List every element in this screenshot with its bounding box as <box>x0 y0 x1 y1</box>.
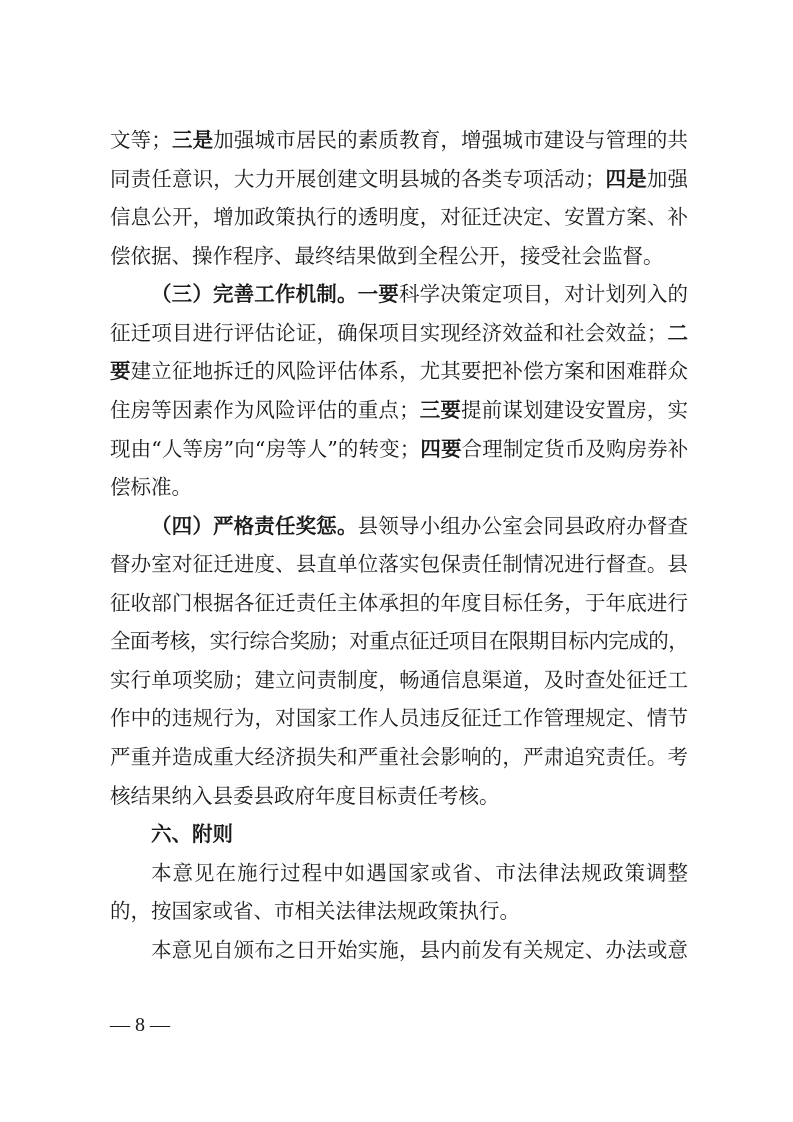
text-line <box>110 198 688 237</box>
line-text: 本意见自颁布之日开始实施，县内前发有关规定、办法或意 <box>151 937 688 962</box>
chapter-heading: 六、附则 <box>151 822 233 847</box>
line-text: 住房等因素作为风险评估的重点； <box>110 397 420 422</box>
paragraph-chapter-heading <box>110 815 688 854</box>
text-line <box>110 545 688 584</box>
emphasis-text: 三要 <box>419 397 462 422</box>
emphasis-text: 要 <box>110 359 131 384</box>
text-line <box>110 777 688 816</box>
text-line <box>110 622 688 661</box>
text-line <box>110 352 688 391</box>
line-text: 征收部门根据各征迁责任主体承担的年度目标任务，于年底进行 <box>110 590 688 615</box>
page-number: — 8 — <box>110 1014 170 1036</box>
text-line <box>110 314 688 353</box>
text-line <box>110 121 688 160</box>
paragraph-provision-1 <box>110 854 688 931</box>
line-text: 县领导小组办公室会同县政府办督查 <box>357 513 689 538</box>
line-text: 偿依据、操作程序、最终结果做到全程公开，接受社会监督。 <box>110 243 664 268</box>
text-line <box>110 931 688 970</box>
emphasis-text: 一要 <box>357 282 399 307</box>
text-line <box>110 699 688 738</box>
text-line <box>110 430 688 469</box>
text-line <box>110 507 688 546</box>
text-line <box>110 468 688 507</box>
section-heading: （三）完善工作机制。 <box>151 282 358 307</box>
line-text: 建立征地拆迁的风险评估体系，尤其要把补偿方案和困难群众 <box>130 359 689 384</box>
line-text: 科学决策定项目，对计划列入的 <box>398 282 689 307</box>
line-text: 文等； <box>110 128 172 152</box>
line-text: 核结果纳入县委县政府年度目标责任考核。 <box>110 783 500 808</box>
text-line <box>110 160 688 199</box>
text-line <box>110 584 688 623</box>
section-heading: （四）严格责任奖惩。 <box>151 513 358 538</box>
text-line <box>110 661 688 700</box>
document-body <box>110 121 688 969</box>
line-text: 同责任意识，大力开展创建文明县城的各类专项活动； <box>110 166 606 191</box>
text-line <box>110 815 688 854</box>
line-text: 严重并造成重大经济损失和严重社会影响的，严肃追究责任。考 <box>110 745 688 769</box>
line-text: 提前谋划建设安置房，实 <box>461 397 689 422</box>
line-text: 合理制定货币及购房券补 <box>461 436 688 461</box>
text-line <box>110 892 688 931</box>
line-text: 的，按国家或省、市相关法律法规政策执行。 <box>110 899 520 924</box>
line-text: 本意见在施行过程中如遇国家或省、市法律法规政策调整 <box>151 860 688 885</box>
line-text: 督办室对征迁进度、县直单位落实包保责任制情况进行督查。县 <box>110 552 688 577</box>
line-text: 加强城市居民的素质教育，增强城市建设与管理的共 <box>213 128 689 152</box>
line-text: 全面考核，实行综合奖励；对重点征迁项目在限期目标内完成的， <box>110 629 688 654</box>
line-text: 现由“人等房”向“房等人”的转变； <box>110 436 420 461</box>
paragraph-continuation <box>110 121 688 275</box>
text-line <box>110 391 688 430</box>
line-text: 实行单项奖励；建立问责制度，畅通信息渠道，及时查处征迁工 <box>110 667 688 692</box>
emphasis-text: 三是 <box>171 128 214 152</box>
line-text: 加强 <box>646 166 689 191</box>
emphasis-text: 二 <box>667 320 689 345</box>
text-line <box>110 237 688 276</box>
line-text: 信息公开，增加政策执行的透明度，对征迁决定、安置方案、补 <box>110 205 688 230</box>
text-line <box>110 854 688 893</box>
text-line <box>110 738 688 777</box>
paragraph-provision-2 <box>110 931 688 970</box>
line-text: 偿标准。 <box>110 475 192 500</box>
line-text: 作中的违规行为，对国家工作人员违反征迁工作管理规定、情节 <box>110 706 688 731</box>
paragraph-section-3 <box>110 275 688 506</box>
line-text: 征迁项目进行评估论证，确保项目实现经济效益和社会效益； <box>110 320 668 345</box>
emphasis-text: 四是 <box>605 166 647 191</box>
paragraph-section-4 <box>110 507 688 816</box>
emphasis-text: 四要 <box>419 436 462 461</box>
text-line <box>110 275 688 314</box>
